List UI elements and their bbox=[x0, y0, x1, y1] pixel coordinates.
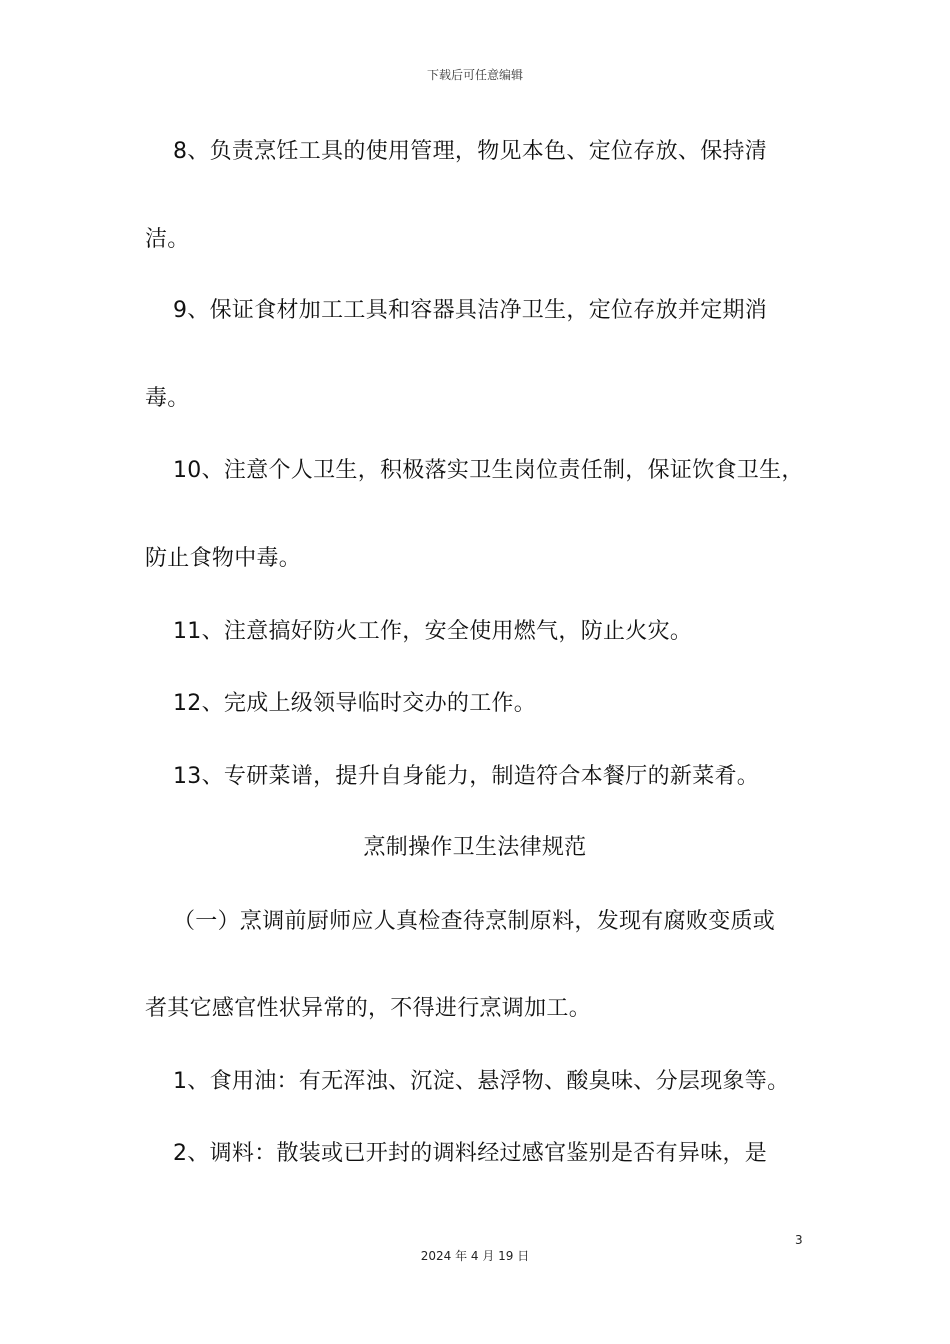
paragraph-line: 10、注意个人卫生，积极落实卫生岗位责任制，保证饮食卫生， bbox=[173, 458, 804, 483]
paragraph-line: 洁。 bbox=[145, 227, 190, 252]
paragraph-line: 11、注意搞好防火工作，安全使用燃气，防止火灾。 bbox=[173, 619, 693, 644]
paragraph-line: 1、食用油：有无浑浊、沉淀、悬浮物、酸臭味、分层现象等。 bbox=[173, 1069, 790, 1094]
paragraph-line: （一）烹调前厨师应人真检查待烹制原料，发现有腐败变质或 bbox=[173, 909, 776, 934]
paragraph-line: 9、保证食材加工工具和容器具洁净卫生，定位存放并定期消 bbox=[173, 298, 768, 323]
section-heading: 烹制操作卫生法律规范 bbox=[363, 835, 587, 860]
paragraph-line: 8、负责烹饪工具的使用管理，物见本色、定位存放、保持清 bbox=[173, 139, 768, 164]
paragraph-line: 13、专研菜谱，提升自身能力，制造符合本餐厅的新菜肴。 bbox=[173, 764, 760, 789]
page-header: 下载后可任意编辑 bbox=[426, 68, 523, 82]
page-footer-date: 2024 年 4 月 19 日 bbox=[420, 1249, 530, 1263]
paragraph-line: 2、调料：散装或已开封的调料经过感官鉴别是否有异味，是 bbox=[173, 1141, 768, 1166]
paragraph-line: 毒。 bbox=[145, 386, 190, 411]
paragraph-line: 防止食物中毒。 bbox=[145, 546, 302, 571]
page-number: 3 bbox=[795, 1233, 803, 1247]
paragraph-line: 者其它感官性状异常的，不得进行烹调加工。 bbox=[145, 996, 592, 1021]
paragraph-line: 12、完成上级领导临时交办的工作。 bbox=[173, 691, 537, 716]
